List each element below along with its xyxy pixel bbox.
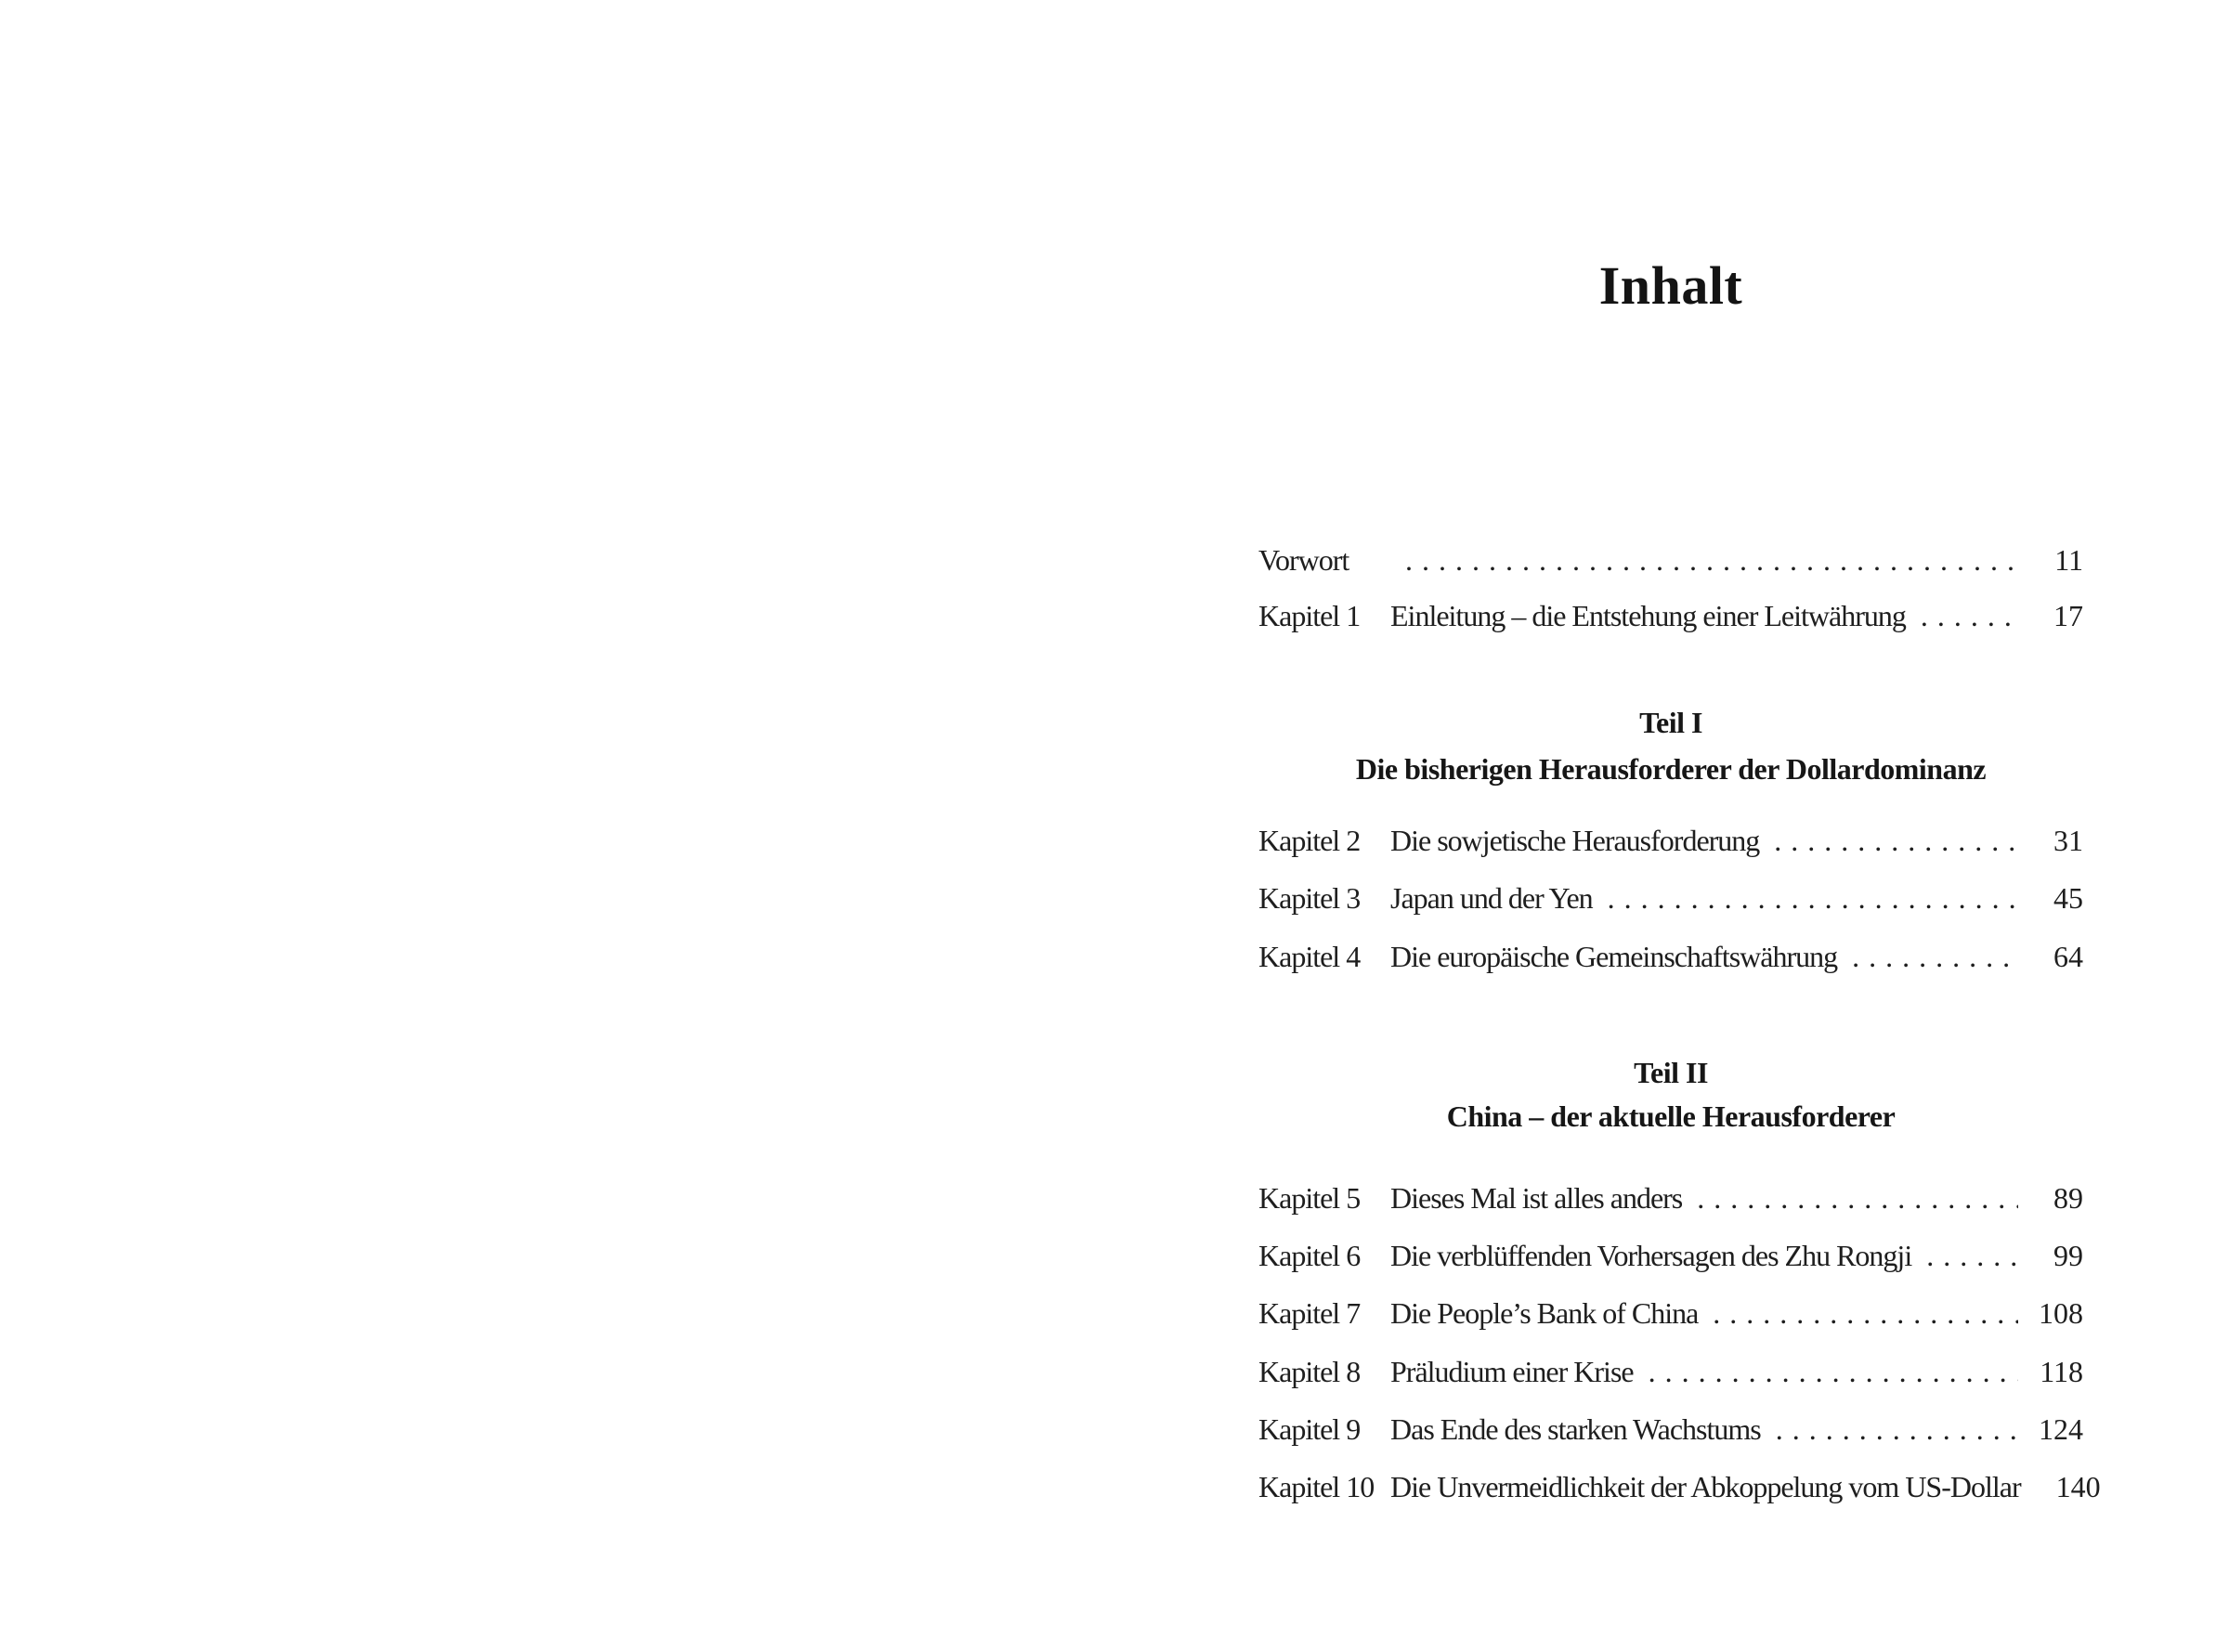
- toc-row-label: Kapitel 2: [1258, 824, 1361, 857]
- toc-row-label: Kapitel 7: [1258, 1296, 1361, 1330]
- part-2-kicker: Teil II: [1634, 1056, 1708, 1089]
- toc-row-label: Kapitel 3: [1258, 881, 1361, 915]
- toc-row-page: 124: [2039, 1412, 2083, 1446]
- toc-row-label: Vorwort: [1258, 543, 1349, 577]
- toc-row-vorwort: [1258, 542, 2083, 578]
- toc-row-page: 64: [2053, 940, 2083, 973]
- toc-row-page: 31: [2053, 824, 2083, 857]
- toc-row-page: 17: [2053, 599, 2083, 632]
- toc-row-title: Die verblüffenden Vorhersagen des Zhu Rongji: [1390, 1239, 1912, 1272]
- dot-leader: [1405, 542, 2018, 578]
- toc-row-kapitel-3: [1258, 880, 2083, 916]
- dot-leader: [1926, 1238, 2018, 1273]
- toc-row-kapitel-10: [1258, 1469, 2101, 1504]
- toc-row-label: Kapitel 10: [1258, 1470, 1375, 1503]
- toc-row-kapitel-4: [1258, 939, 2083, 974]
- dot-leader: [1921, 598, 2018, 633]
- toc-row-kapitel-5: [1258, 1180, 2083, 1216]
- toc-row-title: Die People’s Bank of China: [1390, 1296, 1699, 1330]
- toc-row-title: Die sowjetische Herausforderung: [1390, 824, 1760, 857]
- dot-leader: [1713, 1295, 2018, 1331]
- toc-row-kapitel-7: [1258, 1295, 2083, 1331]
- toc-row-title: Das Ende des starken Wachstums: [1390, 1412, 1761, 1446]
- table-of-contents: [1258, 0, 2101, 1652]
- toc-row-page: 118: [2040, 1355, 2083, 1388]
- part-2-heading: China – der aktuelle Herausforderer: [1446, 1099, 1896, 1133]
- toc-row-page: 140: [2055, 1470, 2101, 1503]
- toc-row-page: 108: [2039, 1296, 2083, 1330]
- toc-row-page: 99: [2053, 1239, 2083, 1272]
- toc-row-label: Kapitel 5: [1258, 1181, 1361, 1215]
- part-1-heading: Die bisherigen Herausforderer der Dollardominanz: [1355, 752, 1987, 786]
- toc-row-label: Kapitel 1: [1258, 599, 1361, 632]
- toc-row-title: Dieses Mal ist alles anders: [1390, 1181, 1683, 1215]
- toc-row-title: Die Unvermeidlichkeit der Abkoppelung vom US-Dollar: [1390, 1470, 2021, 1503]
- toc-row-kapitel-2: [1258, 823, 2083, 858]
- toc-row-label: Kapitel 4: [1258, 940, 1361, 973]
- dot-leader: [1774, 823, 2018, 858]
- part-1-kicker: Teil I: [1639, 706, 1702, 739]
- dot-leader: [1776, 1411, 2018, 1447]
- dot-leader: [1608, 880, 2018, 916]
- toc-row-label: Kapitel 9: [1258, 1412, 1361, 1446]
- toc-row-label: Kapitel 8: [1258, 1355, 1361, 1388]
- toc-row-kapitel-9: [1258, 1411, 2083, 1447]
- dot-leader: [1649, 1354, 2018, 1389]
- page-title: Inhalt: [1598, 255, 1743, 316]
- toc-row-page: 11: [2054, 543, 2083, 577]
- toc-row-label: Kapitel 6: [1258, 1239, 1361, 1272]
- dot-leader: [1852, 939, 2018, 974]
- toc-row-title: Präludium einer Krise: [1390, 1355, 1634, 1388]
- toc-row-kapitel-6: [1258, 1238, 2083, 1273]
- toc-row-page: 89: [2053, 1181, 2083, 1215]
- toc-row-title: Japan und der Yen: [1390, 881, 1593, 915]
- toc-row-kapitel-1: [1258, 598, 2083, 633]
- toc-row-kapitel-8: [1258, 1354, 2083, 1389]
- toc-row-title: Die europäische Gemeinschaftswährung: [1390, 940, 1838, 973]
- toc-row-title: Einleitung – die Entstehung einer Leitwährung: [1390, 599, 1906, 632]
- toc-row-page: 45: [2053, 881, 2083, 915]
- dot-leader: [1697, 1180, 2018, 1216]
